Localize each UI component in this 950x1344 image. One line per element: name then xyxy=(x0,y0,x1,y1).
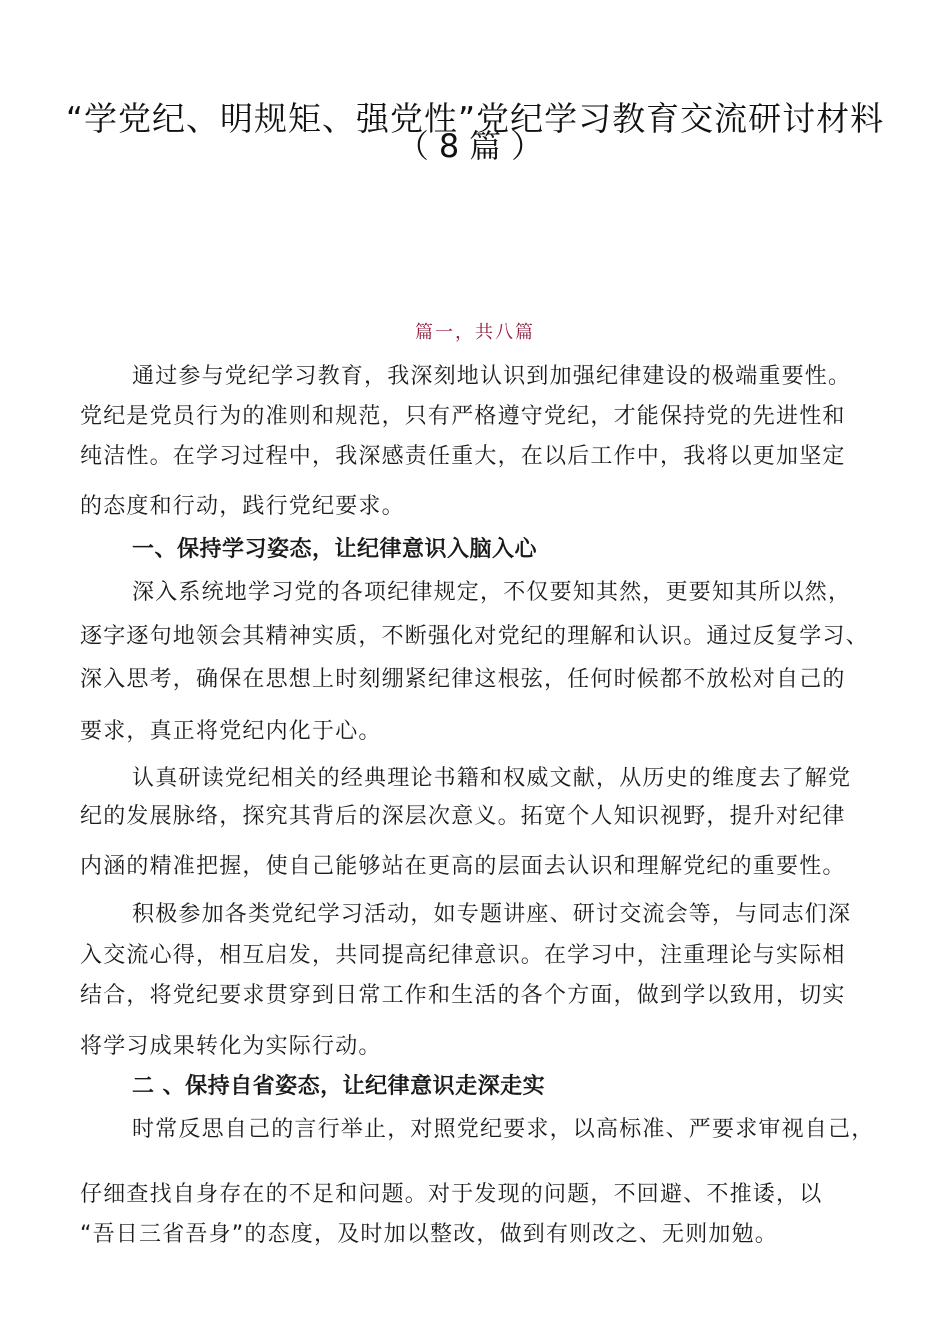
paragraph-line: 仔细查找自身存在的不足和问题。对于发现的问题，不回避、不推诿，以 xyxy=(80,1182,823,1207)
paragraph-line: 纪的发展脉络，探究其背后的深层次意义。拓宽个人知识视野，提升对纪律 xyxy=(80,804,846,829)
subheading-1: 一、保持学习姿态，让纪律意识入脑入心 xyxy=(132,537,538,562)
paragraph-line: 将学习成果转化为实际行动。 xyxy=(80,1034,382,1059)
paragraph-line: 要求，真正将党纪内化于心。 xyxy=(80,719,382,744)
paragraph-line: 深入思考，确保在思想上时刻绷紧纪律这根弦，任何时候都不放松对自己的 xyxy=(80,667,846,692)
document-title-line-2: （8篇） xyxy=(396,127,554,165)
paragraph-line: 内涵的精准把握，使自己能够站在更高的层面去认识和理解党纪的重要性。 xyxy=(80,854,846,879)
paragraph-line: 深入系统地学习党的各项纪律规定，不仅要知其然，更要知其所以然， xyxy=(132,580,852,605)
paragraph-line: 入交流心得，相互启发，共同提高纪律意识。在学习中，注重理论与实际相 xyxy=(80,943,846,968)
paragraph-line: 的态度和行动，践行党纪要求。 xyxy=(80,494,405,519)
paragraph-line: 逐字逐句地领会其精神实质，不断强化对党纪的理解和认识。通过反复学习、 xyxy=(80,624,869,649)
paragraph-line: 结合，将党纪要求贯穿到日常工作和生活的各个方面，做到学以致用，切实 xyxy=(80,983,846,1008)
section-label: 篇一，共八篇 xyxy=(415,322,535,343)
paragraph-line: “吾日三省吾身”的态度，及时加以整改，做到有则改之、无则加勉。 xyxy=(80,1222,778,1247)
paragraph-line: 时常反思自己的言行举止，对照党纪要求，以高标准、严要求审视自己， xyxy=(132,1117,875,1142)
subheading-2: 二 、保持自省姿态，让纪律意识走深走实 xyxy=(132,1074,546,1099)
paragraph-line: 纯洁性。在学习过程中，我深感责任重大，在以后工作中，我将以更加坚定 xyxy=(80,444,846,469)
paragraph-line: 认真研读党纪相关的经典理论书籍和权威文献，从历史的维度去了解党 xyxy=(132,766,852,791)
document-title-line-1: “学党纪、明规矩、强党性”党纪学习教育交流研讨材料 xyxy=(65,99,885,138)
paragraph-line: 党纪是党员行为的准则和规范，只有严格遵守党纪，才能保持党的先进性和 xyxy=(80,404,846,429)
paragraph-line: 通过参与党纪学习教育，我深刻地认识到加强纪律建设的极端重要性。 xyxy=(132,364,852,389)
paragraph-line: 积极参加各类党纪学习活动，如专题讲座、研讨交流会等，与同志们深 xyxy=(132,902,852,927)
